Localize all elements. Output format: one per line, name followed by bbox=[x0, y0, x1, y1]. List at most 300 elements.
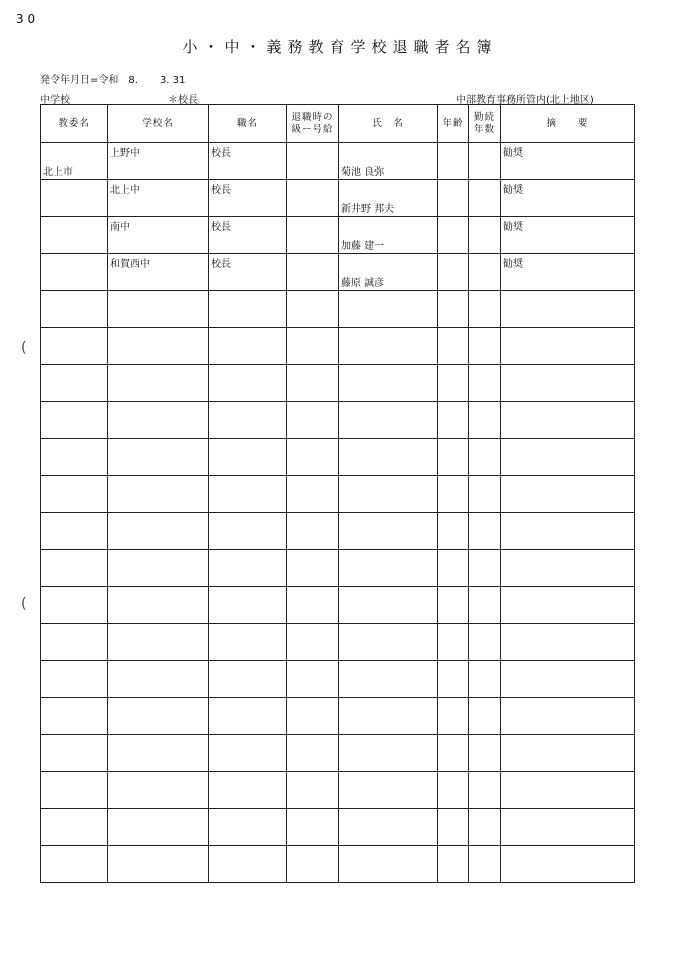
age-text bbox=[438, 661, 468, 663]
position-cell bbox=[209, 513, 287, 550]
board-cell bbox=[41, 365, 108, 402]
position-text bbox=[209, 476, 286, 478]
position-cell bbox=[209, 254, 287, 291]
years-text bbox=[469, 624, 500, 626]
board-cell bbox=[41, 550, 108, 587]
years-cell bbox=[469, 291, 501, 328]
grade-cell bbox=[287, 513, 339, 550]
years-text bbox=[469, 143, 500, 145]
age-text bbox=[438, 254, 468, 256]
name-cell bbox=[339, 772, 438, 809]
board-cell bbox=[41, 809, 108, 846]
years-cell bbox=[469, 587, 501, 624]
grade-cell bbox=[287, 291, 339, 328]
school-cell bbox=[108, 698, 209, 735]
school-cell bbox=[108, 180, 209, 217]
grade-cell bbox=[287, 180, 339, 217]
remarks-text bbox=[501, 772, 634, 774]
board-cell bbox=[41, 217, 108, 254]
years-cell bbox=[469, 735, 501, 772]
page-mark: 3 0 bbox=[16, 12, 36, 26]
remarks-cell bbox=[501, 180, 635, 217]
name-cell bbox=[339, 439, 438, 476]
position-text bbox=[209, 291, 286, 293]
years-cell bbox=[469, 513, 501, 550]
age-text bbox=[438, 439, 468, 441]
position-cell bbox=[209, 772, 287, 809]
age-text bbox=[438, 735, 468, 737]
position-cell bbox=[209, 624, 287, 661]
age-text bbox=[438, 217, 468, 219]
name-text: 菊池 良弥 bbox=[341, 167, 385, 178]
remarks-cell bbox=[501, 846, 635, 883]
table-row bbox=[41, 328, 635, 365]
years-cell bbox=[469, 772, 501, 809]
school-text bbox=[108, 846, 208, 848]
grade-text bbox=[287, 365, 338, 367]
years-cell bbox=[469, 402, 501, 439]
age-text bbox=[438, 587, 468, 589]
board-cell bbox=[41, 328, 108, 365]
school-cell bbox=[108, 439, 209, 476]
age-cell bbox=[438, 772, 469, 809]
school-cell bbox=[108, 328, 209, 365]
age-cell bbox=[438, 476, 469, 513]
board-cell bbox=[41, 513, 108, 550]
grade-text bbox=[287, 587, 338, 589]
name-cell bbox=[339, 254, 438, 291]
school-text: 上野中 bbox=[110, 148, 140, 159]
age-cell bbox=[438, 143, 469, 180]
position-text bbox=[209, 809, 286, 811]
years-text bbox=[469, 698, 500, 700]
age-text bbox=[438, 143, 468, 145]
grade-cell bbox=[287, 698, 339, 735]
years-text bbox=[469, 735, 500, 737]
header-row bbox=[41, 105, 635, 143]
school-text: 和賀西中 bbox=[110, 259, 150, 270]
remarks-text bbox=[501, 439, 634, 441]
table-row bbox=[41, 513, 635, 550]
years-cell bbox=[469, 254, 501, 291]
grade-cell bbox=[287, 476, 339, 513]
school-cell bbox=[108, 735, 209, 772]
school-cell bbox=[108, 624, 209, 661]
remarks-text: 勧奨 bbox=[503, 185, 523, 196]
position-text bbox=[209, 735, 286, 737]
remarks-text bbox=[501, 365, 634, 367]
years-text bbox=[469, 513, 500, 515]
table-row bbox=[41, 587, 635, 624]
years-cell bbox=[469, 698, 501, 735]
position-cell bbox=[209, 291, 287, 328]
grade-text bbox=[287, 661, 338, 663]
grade-cell bbox=[287, 550, 339, 587]
grade-cell bbox=[287, 661, 339, 698]
table-row bbox=[41, 846, 635, 883]
grade-cell bbox=[287, 587, 339, 624]
years-cell bbox=[469, 328, 501, 365]
years-text bbox=[469, 291, 500, 293]
grade-text bbox=[287, 513, 338, 515]
position-text bbox=[209, 513, 286, 515]
age-text bbox=[438, 513, 468, 515]
remarks-cell bbox=[501, 328, 635, 365]
col-name-header: 氏 名 bbox=[339, 105, 438, 143]
grade-cell bbox=[287, 365, 339, 402]
years-cell bbox=[469, 809, 501, 846]
grade-cell bbox=[287, 328, 339, 365]
board-cell bbox=[41, 624, 108, 661]
years-text bbox=[469, 846, 500, 848]
school-cell bbox=[108, 661, 209, 698]
school-text bbox=[108, 735, 208, 737]
position-cell bbox=[209, 698, 287, 735]
age-cell bbox=[438, 180, 469, 217]
issue-date bbox=[40, 71, 185, 86]
position-text: 校長 bbox=[211, 222, 231, 233]
school-text bbox=[108, 587, 208, 589]
document-title: 小・中・義務教育学校退職者名簿 bbox=[182, 38, 498, 56]
grade-cell bbox=[287, 254, 339, 291]
grade-text bbox=[287, 846, 338, 848]
grade-text bbox=[287, 291, 338, 293]
date-label: 発令年月日=令和 bbox=[40, 75, 119, 86]
remarks-text: 勧奨 bbox=[503, 259, 523, 270]
grade-text bbox=[287, 735, 338, 737]
school-text bbox=[108, 365, 208, 367]
years-cell bbox=[469, 846, 501, 883]
school-cell bbox=[108, 291, 209, 328]
years-text bbox=[469, 402, 500, 404]
board-cell bbox=[41, 143, 108, 180]
name-cell bbox=[339, 143, 438, 180]
name-text: 加藤 建一 bbox=[341, 241, 385, 252]
remarks-cell bbox=[501, 809, 635, 846]
board-cell bbox=[41, 661, 108, 698]
school-text bbox=[108, 698, 208, 700]
col-years-header: 勤続 年数 bbox=[469, 105, 501, 143]
board-cell bbox=[41, 180, 108, 217]
table-row bbox=[41, 772, 635, 809]
age-cell bbox=[438, 513, 469, 550]
years-text bbox=[469, 476, 500, 478]
school-text: 北上中 bbox=[110, 185, 140, 196]
school-cell bbox=[108, 254, 209, 291]
name-cell bbox=[339, 402, 438, 439]
position-cell bbox=[209, 143, 287, 180]
office-name: 中部教育事務所管内(北上地区) bbox=[456, 95, 594, 106]
name-cell bbox=[339, 180, 438, 217]
grade-text bbox=[287, 772, 338, 774]
position-text bbox=[209, 328, 286, 330]
position-text bbox=[209, 550, 286, 552]
years-text bbox=[469, 661, 500, 663]
years-cell bbox=[469, 550, 501, 587]
table-row bbox=[41, 550, 635, 587]
age-text bbox=[438, 809, 468, 811]
position-cell bbox=[209, 587, 287, 624]
remarks-cell bbox=[501, 624, 635, 661]
remarks-cell bbox=[501, 365, 635, 402]
age-cell bbox=[438, 254, 469, 291]
age-cell bbox=[438, 587, 469, 624]
position-cell bbox=[209, 328, 287, 365]
position-cell bbox=[209, 217, 287, 254]
school-text: 南中 bbox=[110, 222, 130, 233]
position-cell bbox=[209, 809, 287, 846]
col-grade-header: 退職時の 級ー号給 bbox=[287, 105, 339, 143]
school-cell bbox=[108, 476, 209, 513]
years-text bbox=[469, 772, 500, 774]
school-cell bbox=[108, 402, 209, 439]
remarks-text bbox=[501, 661, 634, 663]
name-cell bbox=[339, 217, 438, 254]
board-text: 北上市 bbox=[43, 167, 73, 178]
school-cell bbox=[108, 809, 209, 846]
board-cell bbox=[41, 402, 108, 439]
years-text bbox=[469, 180, 500, 182]
position-text bbox=[209, 402, 286, 404]
position-text bbox=[209, 698, 286, 700]
grade-cell bbox=[287, 772, 339, 809]
position-cell bbox=[209, 550, 287, 587]
remarks-cell bbox=[501, 439, 635, 476]
age-text bbox=[438, 624, 468, 626]
age-cell bbox=[438, 402, 469, 439]
remarks-text bbox=[501, 735, 634, 737]
remarks-text bbox=[501, 550, 634, 552]
punch-mark: ( bbox=[21, 596, 27, 612]
name-cell bbox=[339, 698, 438, 735]
school-cell bbox=[108, 365, 209, 402]
position-text bbox=[209, 772, 286, 774]
years-cell bbox=[469, 180, 501, 217]
years-text bbox=[469, 328, 500, 330]
age-text bbox=[438, 291, 468, 293]
grade-text bbox=[287, 217, 338, 219]
school-text bbox=[108, 291, 208, 293]
position-text bbox=[209, 439, 286, 441]
remarks-text bbox=[501, 846, 634, 848]
grade-cell bbox=[287, 846, 339, 883]
name-cell bbox=[339, 624, 438, 661]
col-board-header: 教委名 bbox=[41, 105, 108, 143]
age-cell bbox=[438, 217, 469, 254]
grade-text bbox=[287, 254, 338, 256]
school-cell bbox=[108, 513, 209, 550]
position-cell bbox=[209, 661, 287, 698]
name-cell bbox=[339, 513, 438, 550]
board-cell bbox=[41, 291, 108, 328]
age-text bbox=[438, 698, 468, 700]
age-text bbox=[438, 476, 468, 478]
grade-cell bbox=[287, 217, 339, 254]
board-cell bbox=[41, 846, 108, 883]
years-text bbox=[469, 809, 500, 811]
grade-cell bbox=[287, 735, 339, 772]
table-row bbox=[41, 180, 635, 217]
school-cell bbox=[108, 587, 209, 624]
grade-text bbox=[287, 180, 338, 182]
remarks-cell bbox=[501, 476, 635, 513]
remarks-cell bbox=[501, 513, 635, 550]
position-text: 校長 bbox=[211, 259, 231, 270]
age-cell bbox=[438, 550, 469, 587]
remarks-text: 勧奨 bbox=[503, 148, 523, 159]
col-school-header: 学校名 bbox=[108, 105, 209, 143]
years-cell bbox=[469, 624, 501, 661]
remarks-text bbox=[501, 698, 634, 700]
remarks-cell bbox=[501, 402, 635, 439]
grade-text bbox=[287, 624, 338, 626]
position-cell bbox=[209, 735, 287, 772]
table-row bbox=[41, 809, 635, 846]
remarks-cell bbox=[501, 661, 635, 698]
age-cell bbox=[438, 698, 469, 735]
position-text bbox=[209, 846, 286, 848]
board-cell bbox=[41, 587, 108, 624]
position-text bbox=[209, 624, 286, 626]
school-text bbox=[108, 476, 208, 478]
col-position-header: 職名 bbox=[209, 105, 287, 143]
age-cell bbox=[438, 439, 469, 476]
name-cell bbox=[339, 476, 438, 513]
remarks-text bbox=[501, 328, 634, 330]
school-text bbox=[108, 661, 208, 663]
years-text bbox=[469, 365, 500, 367]
years-text bbox=[469, 254, 500, 256]
grade-cell bbox=[287, 143, 339, 180]
table-row bbox=[41, 365, 635, 402]
remarks-cell bbox=[501, 735, 635, 772]
name-cell bbox=[339, 550, 438, 587]
years-cell bbox=[469, 661, 501, 698]
years-text bbox=[469, 550, 500, 552]
name-cell bbox=[339, 328, 438, 365]
age-text bbox=[438, 402, 468, 404]
position-text bbox=[209, 365, 286, 367]
remarks-text bbox=[501, 291, 634, 293]
years-text bbox=[469, 439, 500, 441]
position-text bbox=[209, 587, 286, 589]
grade-cell bbox=[287, 439, 339, 476]
table-row bbox=[41, 624, 635, 661]
name-cell bbox=[339, 809, 438, 846]
remarks-text bbox=[501, 587, 634, 589]
table-row bbox=[41, 439, 635, 476]
table-row bbox=[41, 217, 635, 254]
school-cell bbox=[108, 143, 209, 180]
board-cell bbox=[41, 476, 108, 513]
school-cell bbox=[108, 550, 209, 587]
grade-text bbox=[287, 550, 338, 552]
position-filter: ＊校長 bbox=[168, 95, 198, 106]
position-text: 校長 bbox=[211, 148, 231, 159]
remarks-text bbox=[501, 476, 634, 478]
table-row bbox=[41, 291, 635, 328]
position-cell bbox=[209, 365, 287, 402]
col-remarks-header: 摘 要 bbox=[501, 105, 635, 143]
school-text bbox=[108, 550, 208, 552]
remarks-cell bbox=[501, 217, 635, 254]
remarks-text bbox=[501, 624, 634, 626]
remarks-text bbox=[501, 513, 634, 515]
table-row bbox=[41, 698, 635, 735]
years-text bbox=[469, 587, 500, 589]
grade-text bbox=[287, 698, 338, 700]
age-cell bbox=[438, 661, 469, 698]
board-cell bbox=[41, 254, 108, 291]
age-text bbox=[438, 365, 468, 367]
name-cell bbox=[339, 735, 438, 772]
table-row bbox=[41, 254, 635, 291]
table-row bbox=[41, 661, 635, 698]
remarks-text: 勧奨 bbox=[503, 222, 523, 233]
board-cell bbox=[41, 698, 108, 735]
position-cell bbox=[209, 402, 287, 439]
grade-cell bbox=[287, 402, 339, 439]
age-cell bbox=[438, 328, 469, 365]
remarks-cell bbox=[501, 772, 635, 809]
punch-mark: ( bbox=[21, 340, 27, 356]
remarks-cell bbox=[501, 254, 635, 291]
school-text bbox=[108, 402, 208, 404]
col-age-header: 年齢 bbox=[438, 105, 469, 143]
years-cell bbox=[469, 476, 501, 513]
table-row bbox=[41, 143, 635, 180]
years-cell bbox=[469, 143, 501, 180]
grade-text bbox=[287, 143, 338, 145]
name-cell bbox=[339, 587, 438, 624]
grade-cell bbox=[287, 809, 339, 846]
age-cell bbox=[438, 735, 469, 772]
years-cell bbox=[469, 217, 501, 254]
date-year: 8. bbox=[128, 75, 138, 86]
school-text bbox=[108, 809, 208, 811]
table-row bbox=[41, 476, 635, 513]
grade-cell bbox=[287, 624, 339, 661]
school-text bbox=[108, 439, 208, 441]
grade-text bbox=[287, 439, 338, 441]
grade-text bbox=[287, 328, 338, 330]
remarks-text bbox=[501, 809, 634, 811]
name-cell bbox=[339, 291, 438, 328]
age-cell bbox=[438, 624, 469, 661]
remarks-cell bbox=[501, 587, 635, 624]
name-cell bbox=[339, 365, 438, 402]
age-cell bbox=[438, 846, 469, 883]
school-text bbox=[108, 513, 208, 515]
age-text bbox=[438, 550, 468, 552]
position-cell bbox=[209, 476, 287, 513]
school-text bbox=[108, 624, 208, 626]
school-text bbox=[108, 772, 208, 774]
table-row bbox=[41, 735, 635, 772]
position-cell bbox=[209, 180, 287, 217]
age-text bbox=[438, 772, 468, 774]
grade-text bbox=[287, 402, 338, 404]
remarks-cell bbox=[501, 698, 635, 735]
table-body bbox=[41, 143, 635, 883]
age-text bbox=[438, 180, 468, 182]
remarks-cell bbox=[501, 550, 635, 587]
table-row bbox=[41, 402, 635, 439]
grade-text bbox=[287, 476, 338, 478]
remarks-text bbox=[501, 402, 634, 404]
board-cell bbox=[41, 439, 108, 476]
date-month-day: 3. 31 bbox=[159, 75, 186, 86]
